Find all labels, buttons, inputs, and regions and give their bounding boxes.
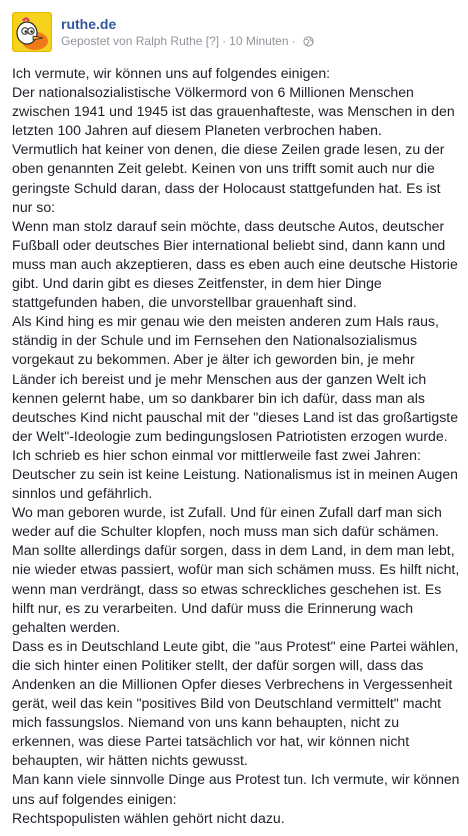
meta-separator-2: · [291, 34, 296, 48]
post-text-line: der Welt"-Ideologie zum bedingungslosen Patriotisten erzogen wurde. [12, 427, 448, 444]
post-text-line: kennen gelernt habe, um so dankbarer bin ich dafür, dass man als [12, 389, 425, 406]
post-text-line: Wo man geboren wurde, ist Zufall. Und für einen Zufall darf man sich [12, 504, 442, 521]
post-text-line: letzten 100 Jahren auf diesem Planeten verbrochen haben. [12, 122, 382, 139]
post-text-line: nur so: [12, 198, 56, 215]
post-text-line: Als Kind hing es mir genau wie den meisten anderen zum Hals raus, [12, 313, 439, 330]
post-text-line: Deutscher zu sein ist keine Leistung. Nationalismus ist in meinen Augen [12, 465, 458, 482]
meta-separator: · [222, 34, 227, 48]
post-text-line: weder auf die Schulter klopfen, noch muss man sich dafür schämen. [12, 523, 439, 540]
post-text-line: Andenken an die Millionen Opfer dieses Verbrechens in Vergessenheit [12, 676, 453, 692]
post-text-line: gibt. Und darin gibt es dieses Zeitfenster, in dem hier Dinge [12, 275, 382, 292]
post-text-line: vorgekaut zu bekommen. Aber je älter ich geworden bin, je mehr [12, 351, 415, 368]
post-text-line: Man kann viele sinnvolle Dinge aus Protest tun. Ich vermute, wir können [12, 771, 460, 788]
posted-by-label: Gepostet von [61, 34, 133, 48]
post-text-line: ständig in der Schule und im Fernsehen den Nationalsozialismus [12, 332, 418, 349]
post-text-line: muss man auch akzeptieren, dass es eben auch eine deutsche Historie [12, 255, 458, 272]
post-byline [61, 33, 314, 49]
post-text-line: nie wieder etwas passiert, wofür man sich schämen muss. Es hilft nicht, [12, 561, 460, 578]
post-text-line: stattgefunden haben, die unvorstellbar grauenhaft sind. [12, 294, 357, 311]
post-text-line: Ich schrieb es hier schon einmal vor mittlerweile fast zwei Jahren: [12, 446, 421, 463]
page-name-link[interactable]: ruthe.de [61, 16, 117, 32]
post-text-line: sinnlos und gefährlich. [12, 485, 153, 502]
post-text-line: Der nationalsozialistische Völkermord von 6 Millionen Menschen [12, 84, 414, 101]
post-text-line: deutsches Kind nicht pauschal mit der "dieses Land ist das großartigste [12, 408, 459, 425]
post-timestamp[interactable]: 10 Minuten [229, 34, 289, 48]
post-text-line: gehalten werden. [12, 618, 121, 635]
post-text-line: mich fassungslos. Niemand von uns kann behaupten, nicht zu [12, 714, 400, 731]
post-text-line: gerät, weil das kein "positives Bild von Deutschland vermittelt" macht [12, 695, 442, 712]
post-text-line: zwischen 1941 und 1945 ist das grauenhafteste, was Menschen in den [12, 103, 455, 120]
post-text-line: wenn man verdrängt, dass so etwas schreckliches geschehen ist. Es [12, 580, 442, 597]
post-text-line: geringste Schuld daran, dass der Holocaust stattgefunden hat. Es ist [12, 179, 441, 196]
post-text-line: Fußball oder deutsches Bier international beliebt sind, dann kann und [12, 236, 446, 253]
post-text-line: Länder ich bereist und je mehr Menschen aus der ganzen Welt ich [12, 370, 427, 387]
globe-icon[interactable] [303, 36, 314, 47]
post-text-line: Ich vermute, wir können uns auf folgendes einigen: [12, 65, 331, 81]
post-text [12, 64, 460, 828]
help-marker[interactable]: [?] [205, 34, 220, 48]
post-header [12, 10, 314, 54]
page-avatar[interactable] [12, 12, 52, 52]
post-text-line: uns auf folgendes einigen: [12, 790, 177, 807]
post-text-line: Wenn man stolz darauf sein möchte, dass deutsche Autos, deutscher [12, 217, 445, 234]
post-text-line: Dass es in Deutschland Leute gibt, die "aus Protest" eine Partei wählen, [12, 637, 459, 654]
post-text-line: Man sollte allerdings dafür sorgen, dass in dem Land, in dem man lebt, [12, 542, 455, 559]
post-text-line: erkennen, was diese Partei tatsächlich vor hat, wir können nicht [12, 733, 410, 750]
author-link[interactable]: Ralph Ruthe [135, 34, 203, 48]
post-meta [61, 15, 314, 49]
post-text-line: hilft nur, es zu verarbeiten. Und dafür muss die Erinnerung wach [12, 599, 414, 616]
cartoon-bird-icon [13, 13, 51, 51]
post-text-line: behaupten, wir hätten nichts gewusst. [12, 752, 248, 769]
post-text-line: oben genannten Zeit gelebt. Keinen von uns trifft somit auch nur die [12, 160, 435, 177]
post-text-line: Rechtspopulisten wählen gehört nicht dazu. [12, 809, 285, 826]
post-text-line: die sich hinter einen Politiker stellt, der dafür sorgen will, dass das [12, 656, 424, 673]
post-text-line: Vermutlich hat keiner von denen, die diese Zeilen grade lesen, zu der [12, 141, 445, 158]
